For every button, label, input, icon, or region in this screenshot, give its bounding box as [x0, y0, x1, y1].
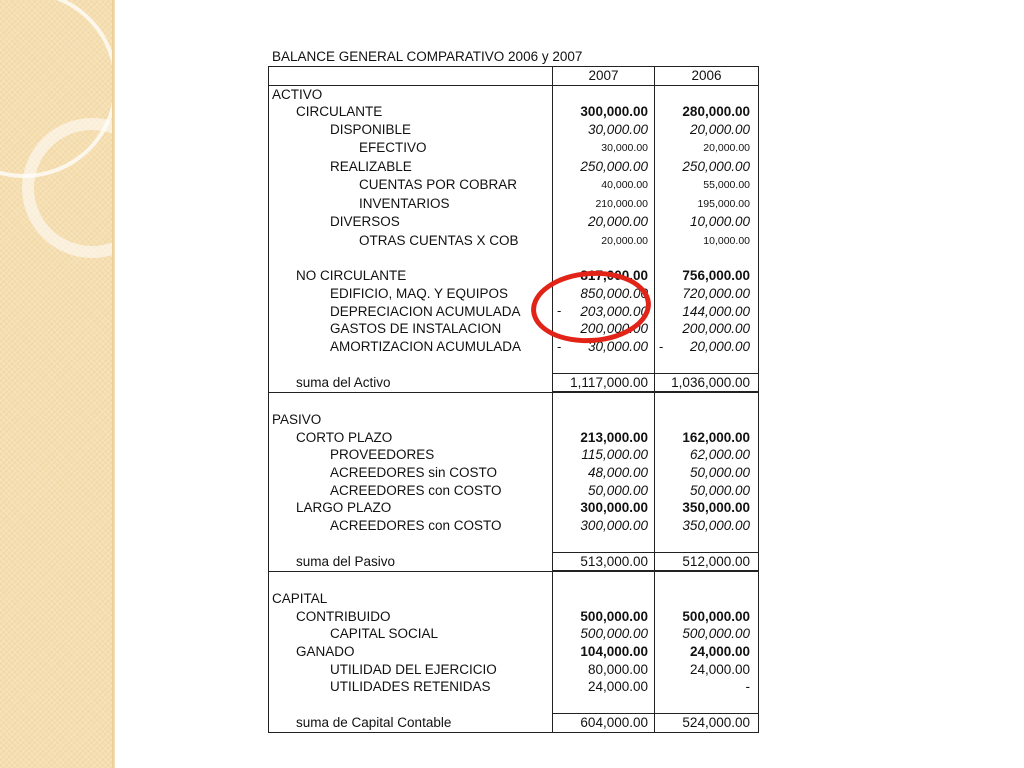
balance-table: [268, 66, 759, 733]
amount: 604,000.00: [580, 715, 648, 731]
negative-sign: -: [557, 338, 562, 354]
amount: 20,000.00: [587, 214, 648, 230]
value-2006: [655, 643, 759, 661]
row-label: CIRCULANTE: [269, 103, 553, 121]
value-2007: [553, 138, 655, 157]
row-label: ACREEDORES con COSTO: [269, 516, 553, 534]
table-row: [269, 250, 759, 268]
amount: 850,000.00: [580, 286, 648, 302]
value-2006: [655, 138, 759, 157]
header-year-2007: 2007: [553, 67, 655, 86]
value-2007: [553, 231, 655, 250]
amount: 1,036,000.00: [671, 375, 750, 391]
value-2006: [655, 446, 759, 464]
row-label: GANADO: [269, 643, 553, 661]
table-row: [269, 552, 759, 571]
value-2006: [655, 194, 759, 213]
value-2006: [655, 678, 759, 696]
amount: -: [745, 679, 750, 695]
value-2006: [655, 231, 759, 250]
amount: 513,000.00: [580, 553, 648, 569]
row-label: [269, 355, 553, 373]
row-label: [269, 571, 553, 590]
table-row: [269, 285, 759, 303]
amount: 80,000.00: [587, 661, 648, 677]
table-row: [269, 175, 759, 194]
row-label: REALIZABLE: [269, 157, 553, 175]
amount: 50,000.00: [689, 464, 750, 480]
row-label: CONTRIBUIDO: [269, 607, 553, 625]
row-label: PASIVO: [269, 411, 553, 429]
amount: 300,000.00: [580, 517, 648, 533]
amount: 200,000.00: [682, 321, 750, 337]
amount: 50,000.00: [587, 482, 648, 498]
table-row: [269, 355, 759, 373]
value-2007: [553, 267, 655, 285]
value-2007: [553, 516, 655, 534]
value-2006: [655, 411, 759, 429]
amount: 500,000.00: [682, 626, 750, 642]
amount: 144,000.00: [682, 303, 750, 319]
row-label: EFECTIVO: [269, 138, 553, 157]
amount: 62,000.00: [689, 447, 750, 463]
table-row: [269, 302, 759, 320]
row-label: AMORTIZACION ACUMULADA: [269, 338, 553, 356]
row-label: ACREEDORES sin COSTO: [269, 464, 553, 482]
value-2007: [553, 338, 655, 356]
table-row: [269, 231, 759, 250]
amount: 300,000.00: [580, 104, 648, 120]
value-2006: [655, 534, 759, 552]
amount: 20,000.00: [601, 234, 648, 247]
value-2006: [655, 175, 759, 194]
amount: 250,000.00: [580, 158, 648, 174]
table-row: [269, 392, 759, 411]
value-2006: [655, 481, 759, 499]
value-2007: [553, 285, 655, 303]
amount: 1,117,000.00: [570, 375, 648, 391]
amount: 48,000.00: [587, 464, 648, 480]
row-label: EDIFICIO, MAQ. Y EQUIPOS: [269, 285, 553, 303]
table-row: [269, 590, 759, 608]
amount: 162,000.00: [682, 429, 750, 445]
value-2006: [655, 516, 759, 534]
value-2006: [655, 121, 759, 139]
value-2006: [655, 320, 759, 338]
value-2007: [553, 392, 655, 411]
value-2006: [655, 392, 759, 411]
value-2006: [655, 267, 759, 285]
value-2006: [655, 373, 759, 392]
row-label: INVENTARIOS: [269, 194, 553, 213]
value-2007: [553, 678, 655, 696]
row-label: GASTOS DE INSTALACION: [269, 320, 553, 338]
value-2006: [655, 429, 759, 447]
row-label: ACTIVO: [269, 85, 553, 103]
table-row: [269, 481, 759, 499]
value-2007: [553, 355, 655, 373]
value-2007: [553, 373, 655, 392]
row-label: CUENTAS POR COBRAR: [269, 175, 553, 194]
amount: 24,000.00: [587, 679, 648, 695]
row-label: DISPONIBLE: [269, 121, 553, 139]
value-2006: [655, 338, 759, 356]
value-2006: [655, 571, 759, 590]
amount: 30,000.00: [587, 338, 648, 354]
amount: 30,000.00: [601, 142, 648, 155]
amount: 500,000.00: [580, 608, 648, 624]
value-2007: [553, 429, 655, 447]
value-2006: [655, 464, 759, 482]
value-2007: [553, 590, 655, 608]
row-label: CORTO PLAZO: [269, 429, 553, 447]
value-2007: [553, 213, 655, 231]
row-label: [269, 250, 553, 268]
table-row: [269, 338, 759, 356]
row-label: UTILIDADES RETENIDAS: [269, 678, 553, 696]
row-label: UTILIDAD DEL EJERCICIO: [269, 660, 553, 678]
table-row: [269, 267, 759, 285]
row-label: [269, 695, 553, 713]
header-year-2006: 2006: [655, 67, 759, 86]
value-2006: [655, 590, 759, 608]
amount: 40,000.00: [601, 178, 648, 191]
amount: 250,000.00: [682, 158, 750, 174]
amount: 203,000.00: [580, 303, 648, 319]
table-row: [269, 625, 759, 643]
table-row: [269, 678, 759, 696]
amount: 720,000.00: [682, 286, 750, 302]
table-row: [269, 714, 759, 733]
header-label-cell: [269, 67, 553, 86]
value-2007: [553, 481, 655, 499]
value-2006: [655, 103, 759, 121]
negative-sign: -: [557, 303, 562, 319]
row-label: CAPITAL: [269, 590, 553, 608]
table-row: [269, 464, 759, 482]
value-2007: [553, 157, 655, 175]
value-2007: [553, 121, 655, 139]
amount: 24,000.00: [689, 661, 750, 677]
row-label: ACREEDORES con COSTO: [269, 481, 553, 499]
value-2007: [553, 446, 655, 464]
table-row: [269, 534, 759, 552]
value-2007: [553, 643, 655, 661]
table-row: [269, 85, 759, 103]
value-2006: [655, 714, 759, 733]
row-label: LARGO PLAZO: [269, 499, 553, 517]
value-2007: [553, 571, 655, 590]
sheet-title: BALANCE GENERAL COMPARATIVO 2006 y 2007: [272, 49, 583, 64]
row-label: DIVERSOS: [269, 213, 553, 231]
value-2007: [553, 499, 655, 517]
amount: 115,000.00: [581, 447, 648, 463]
value-2007: [553, 194, 655, 213]
table-row: [269, 660, 759, 678]
value-2007: [553, 552, 655, 571]
value-2007: [553, 607, 655, 625]
value-2007: [553, 625, 655, 643]
value-2007: [553, 302, 655, 320]
value-2007: [553, 175, 655, 194]
value-2007: [553, 250, 655, 268]
table-row: [269, 157, 759, 175]
amount: 20,000.00: [703, 142, 750, 155]
amount: 350,000.00: [682, 517, 750, 533]
amount: 24,000.00: [689, 643, 750, 659]
value-2006: [655, 625, 759, 643]
amount: 55,000.00: [703, 178, 750, 191]
row-label: PROVEEDORES: [269, 446, 553, 464]
row-label: NO CIRCULANTE: [269, 267, 553, 285]
value-2006: [655, 607, 759, 625]
negative-sign: -: [659, 338, 664, 354]
amount: 280,000.00: [682, 104, 750, 120]
row-label: suma del Activo: [269, 373, 553, 392]
amount: 210,000.00: [595, 197, 648, 210]
table-row: [269, 516, 759, 534]
value-2006: [655, 157, 759, 175]
value-2006: [655, 355, 759, 373]
table-row: [269, 411, 759, 429]
amount: 10,000.00: [689, 214, 750, 230]
value-2006: [655, 499, 759, 517]
amount: 104,000.00: [580, 643, 648, 659]
decorative-sidebar: [0, 0, 112, 768]
value-2007: [553, 534, 655, 552]
table-row: [269, 695, 759, 713]
row-label: [269, 534, 553, 552]
sidebar-edge: [112, 0, 115, 768]
value-2006: [655, 302, 759, 320]
amount: 200,000.00: [580, 321, 648, 337]
value-2007: [553, 695, 655, 713]
value-2007: [553, 660, 655, 678]
value-2006: [655, 695, 759, 713]
table-row: [269, 320, 759, 338]
amount: 756,000.00: [682, 268, 750, 284]
row-label: OTRAS CUENTAS X COB: [269, 231, 553, 250]
amount: 500,000.00: [682, 608, 750, 624]
row-label: [269, 392, 553, 411]
amount: 300,000.00: [580, 500, 648, 516]
table-row: [269, 194, 759, 213]
value-2006: [655, 85, 759, 103]
value-2007: [553, 103, 655, 121]
value-2007: [553, 464, 655, 482]
value-2007: [553, 411, 655, 429]
row-label: suma de Capital Contable: [269, 714, 553, 733]
amount: 20,000.00: [689, 122, 750, 138]
table-row: [269, 429, 759, 447]
value-2006: [655, 285, 759, 303]
amount: 10,000.00: [703, 234, 750, 247]
table-row: [269, 213, 759, 231]
table-row: [269, 121, 759, 139]
amount: 30,000.00: [587, 122, 648, 138]
value-2007: [553, 85, 655, 103]
amount: 350,000.00: [682, 500, 750, 516]
row-label: suma del Pasivo: [269, 552, 553, 571]
table-row: [269, 373, 759, 392]
table-row: [269, 138, 759, 157]
amount: 512,000.00: [682, 553, 750, 569]
table-row: [269, 607, 759, 625]
table-row: [269, 446, 759, 464]
amount: 50,000.00: [689, 482, 750, 498]
row-label: CAPITAL SOCIAL: [269, 625, 553, 643]
table-row: [269, 103, 759, 121]
row-label: DEPRECIACION ACUMULADA: [269, 302, 553, 320]
value-2006: [655, 250, 759, 268]
table-row: [269, 499, 759, 517]
amount: 195,000.00: [697, 197, 750, 210]
amount: 817,000.00: [580, 268, 648, 284]
amount: 20,000.00: [689, 338, 750, 354]
table-header-row: [269, 67, 759, 86]
value-2006: [655, 552, 759, 571]
value-2007: [553, 320, 655, 338]
amount: 524,000.00: [682, 715, 750, 731]
value-2007: [553, 714, 655, 733]
amount: 500,000.00: [580, 626, 648, 642]
table-row: [269, 571, 759, 590]
amount: 213,000.00: [580, 429, 648, 445]
value-2006: [655, 660, 759, 678]
value-2006: [655, 213, 759, 231]
table-row: [269, 643, 759, 661]
